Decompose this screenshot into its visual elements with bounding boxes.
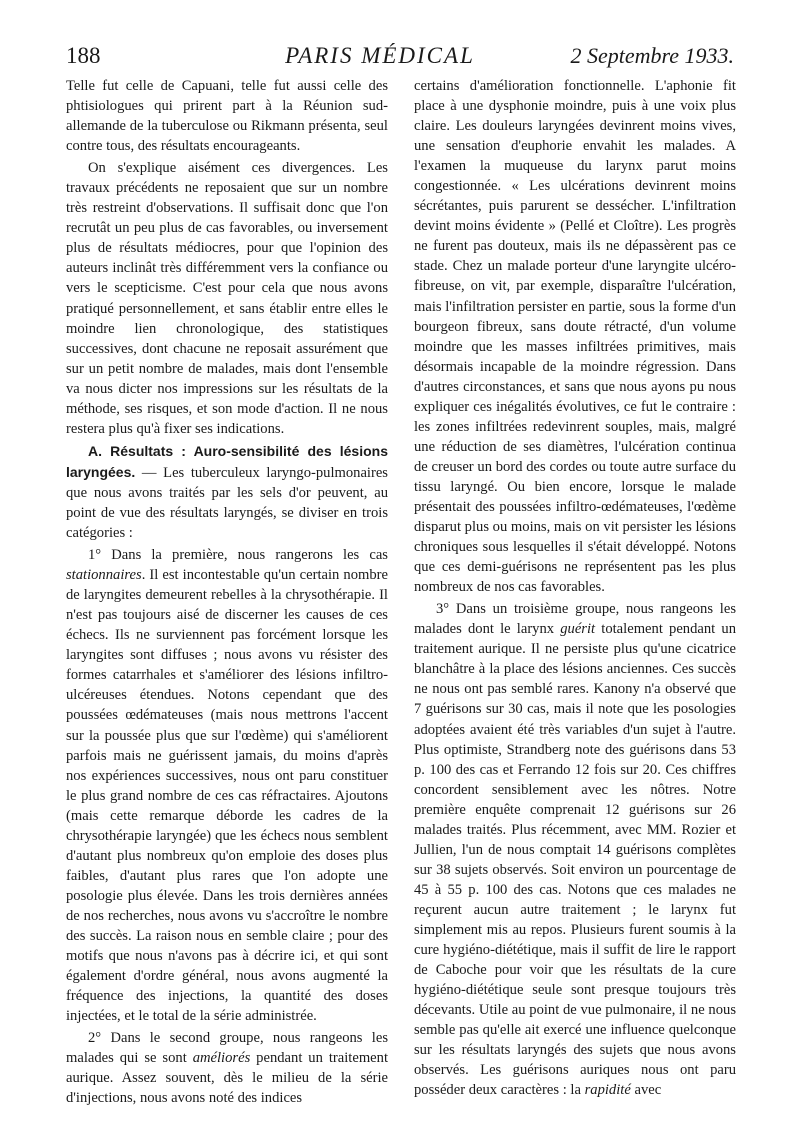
paragraph: Telle fut celle de Capuani, telle fut aussi celle des phtisiologues qui prirent part à la Réunion sud-allemande de la tuberculose ou Rikmann présenta, seul contre tous, des résultats encourageants. [66, 78, 388, 155]
paragraph-text: totalement pendant un traitement aurique. Il ne persiste plus qu'une cicatrice blanchâtre à la place des lésions anciennes. Ces succès ne nous ont pas semblé rares. Kanony n'a observé que 7 guérisons sur 30 cas, mais il note que les posologies adoptées avaient été très variables d'un sujet à l'autre. Plus optimiste, Strandberg note des guérisons dans 53 p. 100 des cas et Ferrando 12 fois sur 20. Ces chiffres concordent sensiblement avec les nôtres. Notre première enquête comprenait 12 guérisons sur 26 malades traités. Plus récemment, avec MM. Rozier et Jullien, l'un de nous comptait 14 guérisons complètes sur 38 sujets observés. Soit environ un pourcentage de 45 à 55 p. 100 des cas. Notons que ces malades ne reçurent aucun autre traitement ; le larynx fut simplement mis au repos. Plusieurs furent soumis à la cure hygiéno-diététique, mais il suffit de lire le rapport de Caboche pour voir que les résultats de la cure hygiéno-diététique seule sont presque toujours très décevants. Utile au point de vue pulmonaire, il ne nous semble pas qu'elle ait exercé une influence quelconque sur les résultats laryngés des sujets que nous avons observés. Les guérisons auriques nous ont paru posséder deux caractères : la [414, 621, 736, 1099]
paragraph-text: 1° Dans la première, nous rangerons les cas [88, 547, 388, 564]
running-header [66, 40, 734, 72]
section-paragraph [66, 441, 388, 543]
paragraph: On s'explique aisément ces divergences. Les travaux précédents ne reposaient que sur un nombre très restreint d'observations. Il suffisait donc que l'on recrutât un peu plus de cas favorables, ou inversement plus de résultats médiocres, pour que l'opinion des auteurs inclinât très différemment vers la confiance ou vers le scepticisme. C'est pour cela que nous avons pratiqué personnellement, et sans établir entre elles le moindre lien chronologique, des statistiques successives, dont chacune ne reposait assurément que sur un petit nombre de malades, mais dont l'ensemble va nous dicter nos impressions sur les résultats de la méthode, ses risques, et son mode d'action. Il ne nous restera plus qu'à fixer ses indications. [66, 160, 388, 437]
page-number: 188 [66, 43, 101, 68]
journal-title: PARIS MÉDICAL [285, 43, 475, 68]
issue-date: 2 Septembre 1933. [570, 43, 734, 68]
paragraph [414, 599, 736, 1100]
paragraph-text: 3° Dans un troisième groupe, nous rangeons les malades dont le larynx [414, 601, 736, 638]
left-column [66, 76, 388, 1136]
paragraph-text: . Il est incontestable qu'un certain nombre de laryngites demeurent rebelles à la chrysothérapie. Il n'est pas toujours aisé de discerner les causes de ces échecs. Ils ne surviennent pas forcément lorsque les laryngites sont diffuses ; nous avons vu résister des formes catarrhales et s'améliorer des lésions infiltro-ulcéreuses étendues. Notons cependant que des poussées œdémateuses (mais nous mettrons l'accent sur la poussée plus que sur l'œdème) qui s'améliorent parfois mais ne guérissent jamais, du moins d'après nos expériences successives, nous ont paru constituer le plus grand nombre de ces cas réfractaires. Ajoutons (mais cette remarque déborde les cadres de la chrysothérapie laryngée) que les échecs nous semblent d'autant plus nombreux qu'on emploie des doses plus faibles, d'autant plus rares que l'on adopte une posologie plus élevée. Dans les trois dernières années de nos recherches, nous avons vu s'accroître le nombre des succès. La raison nous en semble claire ; pour des motifs que nous n'avons pas à décrire ici, et qui sont également d'ordre général, nous avons augmenté la fréquence des injections, la quantité des doses injectées, et le total de la série administrée. [66, 567, 388, 1025]
right-column [414, 76, 736, 1136]
italic-term: rapidité [584, 1082, 631, 1099]
paragraph [66, 545, 388, 1026]
paragraph-text: — Les tuberculeux laryngo-pulmonaires que nous avons traités par les sels d'or peuvent, au point de vue des résultats laryngés, se diviser en trois catégories : [66, 464, 388, 542]
italic-term: stationnaires [66, 567, 142, 584]
two-column-body [66, 76, 736, 1136]
paragraph-text: pendant un traitement aurique. Assez souvent, dès le milieu de la série d'injections, nous avons noté des indices [66, 1050, 388, 1107]
section-heading: A. Résultats : Auro-sensibilité des lésions laryngées. [66, 442, 388, 480]
paragraph-text: 2° Dans le second groupe, nous rangeons les malades qui se sont [66, 1030, 388, 1067]
paragraph-text: avec [630, 1082, 662, 1099]
paragraph [66, 1028, 388, 1108]
italic-term: guérit [560, 621, 596, 638]
italic-term: améliorés [192, 1050, 251, 1067]
paragraph: certains d'amélioration fonctionnelle. L'aphonie fit place à une dysphonie moindre, puis à une voix plus claire. Les douleurs laryngées devinrent moins vives, une sensation d'euphorie envahit les malades. A l'examen la muqueuse du larynx parut moins congestionnée. « Les ulcérations devinrent moins sécrétantes, puis parurent se dessécher. L'infiltration devint moins évidente » (Pellé et Cloître). Les progrès ne furent pas douteux, mais ils ne dépassèrent pas ce stade. Chez un malade porteur d'une laryngite ulcéro-fibreuse, on vit, par exemple, disparaître l'ulcération, mais l'infiltration persister en partie, sous la forme d'un bourgeon fibreux, sans doute rétracté, d'un volume moindre que les masses infiltrées primitives, mais désormais incapable de la moindre régression. Dans d'autres circonstances, et sans que nous ayons pu nous expliquer ces inégalités évolutives, ce fut le contraire : les zones infiltrées redevinrent souples, mais, malgré une réduction de ses diamètres, l'ulcération continua de creuser un bord des cordes ou toute autre surface du tissu laryngé. Ou bien encore, lorsque le malade présentait des poussées infiltro-œdémateuses, l'œdème disparut plus ou moins, mais on vit persister les lésions chroniques sous lesquelles il s'était développé. Notons que ces demi-guérisons ne représentent pas les plus nombreux de nos cas favorables. [414, 78, 736, 596]
